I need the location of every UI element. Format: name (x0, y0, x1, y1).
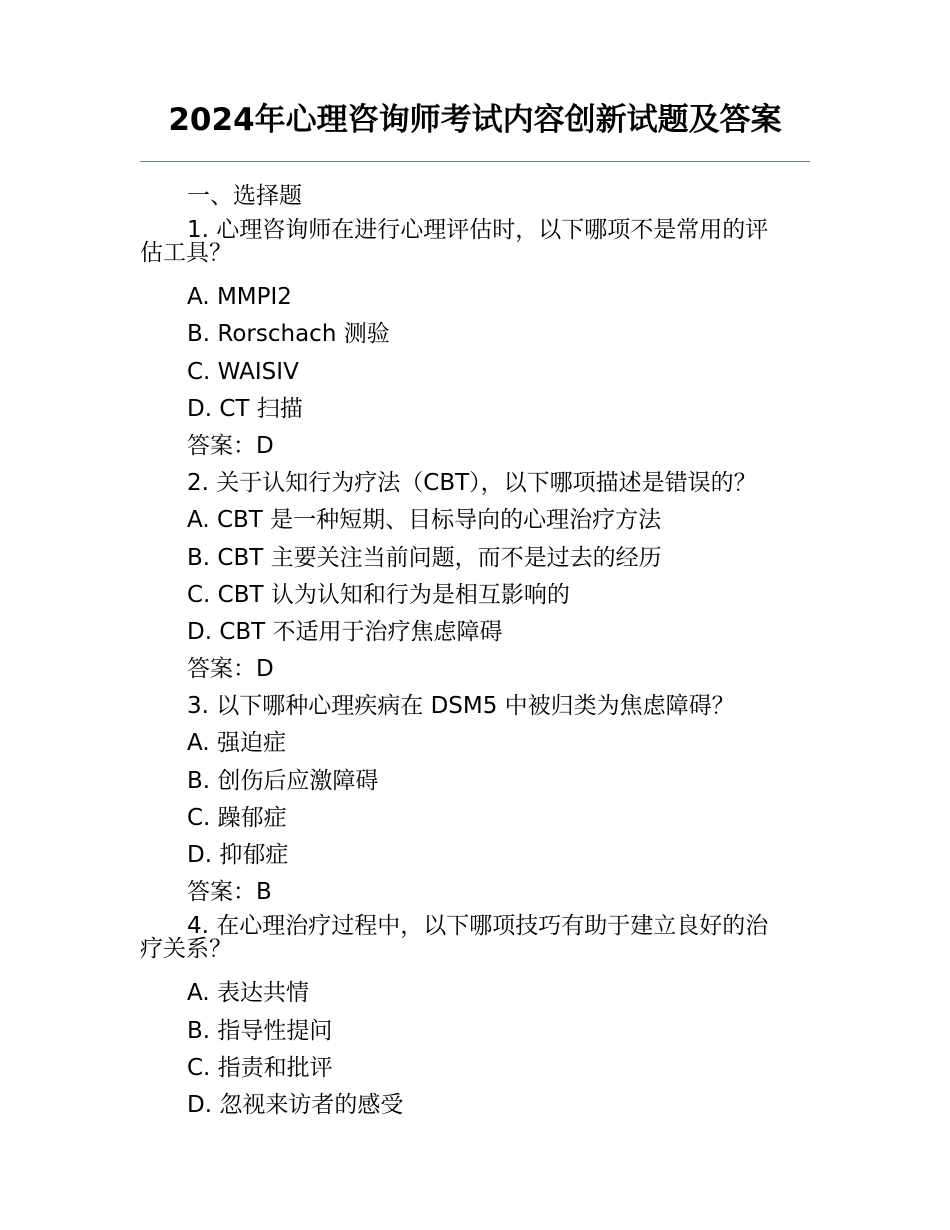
option-item: D. 抑郁症 (187, 842, 289, 868)
option-item: D. 忽视来访者的感受 (187, 1091, 404, 1118)
question-stem (140, 915, 810, 975)
question-stem: 3. 以下哪种心理疾病在 DSM5 中被归类为焦虑障碍？ (187, 693, 735, 720)
option-item: B. CBT 主要关注当前问题，而不是过去的经历 (187, 544, 662, 571)
answer-line: 答案：B (187, 879, 272, 906)
option-item: A. 表达共情 (187, 980, 309, 1007)
document-title: 2024年心理咨询师考试内容创新试题及答案 (168, 102, 782, 138)
question-stem-line: 4. 在心理治疗过程中，以下哪项技巧有助于建立良好的治 (187, 913, 769, 940)
answer-line: 答案：D (187, 432, 274, 459)
question-stem: 2. 关于认知行为疗法（CBT），以下哪项描述是错误的？ (187, 470, 757, 497)
question-stem-line: 1. 心理咨询师在进行心理评估时，以下哪项不是常用的评 (187, 217, 769, 244)
option-item: D. CBT 不适用于治疗焦虑障碍 (187, 618, 503, 645)
option-item: A. 强迫症 (187, 730, 286, 757)
option-item: B. 指导性提问 (187, 1017, 333, 1044)
question-stem-line: 估工具？ (140, 240, 232, 267)
option-item: B. Rorschach 测验 (187, 321, 390, 348)
title-divider (140, 161, 810, 162)
option-item: C. 躁郁症 (187, 804, 287, 831)
answer-line: 答案：D (187, 656, 274, 683)
option-item: C. CBT 认为认知和行为是相互影响的 (187, 581, 570, 608)
section-heading: 一、选择题 (187, 183, 302, 209)
option-item: C. 指责和批评 (187, 1054, 333, 1081)
option-item: A. CBT 是一种短期、目标导向的心理治疗方法 (187, 507, 662, 534)
document-body (140, 178, 810, 1124)
option-item: A. MMPI2 (187, 284, 292, 311)
question-stem (140, 219, 810, 279)
question-stem-line: 疗关系？ (140, 936, 232, 963)
option-item: C. WAISIV (187, 358, 299, 385)
option-item: D. CT 扫描 (187, 395, 303, 422)
option-item: B. 创伤后应激障碍 (187, 767, 379, 794)
